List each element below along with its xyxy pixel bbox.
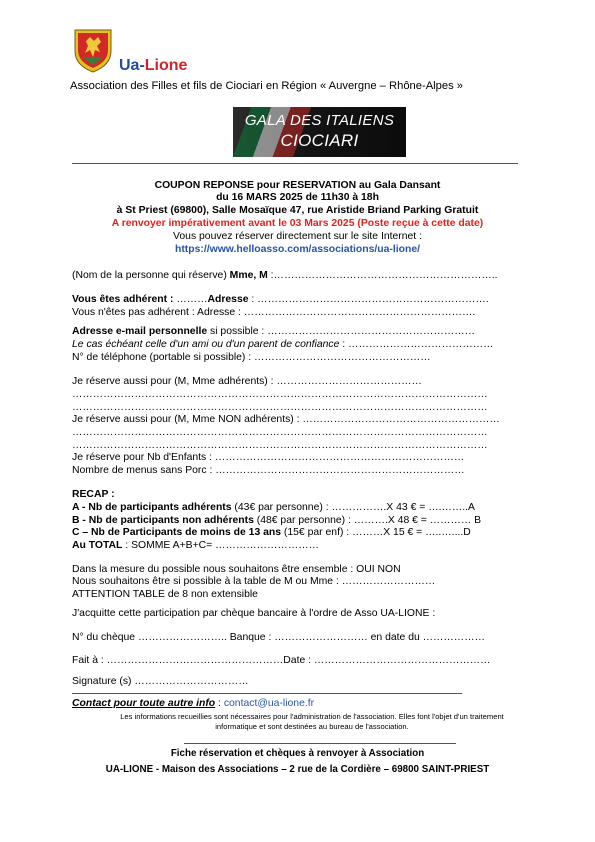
reserver-name-prefix: (Nom de la personne qui réserve) xyxy=(72,270,230,281)
coat-of-arms-logo xyxy=(72,27,114,73)
adherent-label: Vous êtes adhérent : xyxy=(72,294,174,305)
email-dots: si possible : …………………………………………………… xyxy=(207,326,476,337)
blank-line: ………………………………………………………………………………………………………… xyxy=(72,402,488,413)
brand-name xyxy=(119,57,187,75)
phone-field: N° de téléphone (portable si possible) : …………………………………………… xyxy=(72,352,431,363)
adherent-blank: ……… xyxy=(173,294,208,305)
recap-c-line xyxy=(72,526,471,539)
brand-name-part2: Lione xyxy=(144,57,188,74)
recap-c-label: C – Nb de Participants de moins de 13 ans xyxy=(72,527,282,538)
blank-line: ………………………………………………………………………………………………………… xyxy=(72,427,488,438)
online-booking-text: Vous pouvez réserver directement sur le site Internet : xyxy=(173,231,422,242)
adherent-address-label: Adresse xyxy=(207,294,249,305)
reserver-name-label: Mme, M xyxy=(229,270,268,281)
recap-b-calc: (48€ par personne) : ……….X 48 € = ………… B xyxy=(253,515,482,526)
non-adherent-address-field: Vous n'êtes pas adhérent : Adresse : …………………………………………………………. xyxy=(72,307,476,318)
contact-email-link[interactable]: contact@ua-lione.fr xyxy=(223,698,315,709)
contact-separator: : xyxy=(215,698,224,709)
table-size-notice: ATTENTION TABLE de 8 non extensible xyxy=(72,589,258,600)
recap-a-calc: (43€ par personne) : …………….X 43 € = ….……..A xyxy=(231,502,475,513)
blank-line: ………………………………………………………………………………………………………… xyxy=(72,389,488,400)
signature-field: Signature (s) …………………………… xyxy=(72,676,249,687)
event-date: du 16 MARS 2025 de 11h30 à 18h xyxy=(216,192,379,203)
event-location: à St Priest (69800), Salle Mosaïque 47, rue Aristide Briand Parking Gratuit xyxy=(116,205,479,216)
recap-total-calc: : SOMME A+B+C= ………………………… xyxy=(122,540,319,551)
email-field xyxy=(72,325,475,338)
footer-return-text: Fiche réservation et chèques à renvoyer à Association xyxy=(170,748,425,759)
trusted-contact-label: Le cas échéant celle d'un ami ou d'un parent de confiance xyxy=(72,339,340,350)
trusted-contact-dots: : …………………………………… xyxy=(339,339,494,350)
recap-total-label: Au TOTAL xyxy=(72,540,123,551)
banner-line2: CIOCIARI xyxy=(280,131,359,150)
gala-banner xyxy=(233,107,406,157)
contact-label: Contact pour toute autre info xyxy=(72,698,216,709)
divider-contact xyxy=(72,693,462,694)
trusted-contact-field xyxy=(72,338,494,351)
no-pork-menus-field: Nombre de menus sans Porc : ……………………………………………………………… xyxy=(72,465,465,476)
association-name: Association des Filles et fils de Ciociari en Région « Auvergne – Rhône-Alpes » xyxy=(70,80,464,92)
contact-line xyxy=(72,698,314,709)
cheque-details-field: N° du chèque …………………….. Banque : ……………………… en date du ……………… xyxy=(72,632,485,643)
divider-top xyxy=(72,163,518,164)
privacy-notice-line2: informatique et sont destinées au bureau de l'association. xyxy=(215,722,409,731)
reserve-non-adherents-field: Je réserve aussi pour (M, Mme NON adhérents) : ………………………………………………… xyxy=(72,414,500,425)
recap-b-label: B - Nb de participants non adhérents xyxy=(72,515,254,526)
place-date-field: Fait à : ……………………………………………Date : …………………………………………… xyxy=(72,655,491,666)
children-count-field: Je réserve pour Nb d'Enfants : ……………………………………………………………… xyxy=(72,452,465,463)
adherent-address-field xyxy=(72,293,489,306)
divider-footer xyxy=(184,743,456,744)
helloasso-link[interactable]: https://www.helloasso.com/associations/ua-lione/ xyxy=(175,244,420,255)
deadline-notice: A renvoyer impérativement avant le 03 Mars 2025 (Poste reçue à cette date) xyxy=(111,218,484,229)
table-preference-field: Nous souhaitons être si possible à la table de M ou Mme : ……………………… xyxy=(72,576,436,587)
coupon-title: COUPON REPONSE pour RESERVATION au Gala Dansant xyxy=(154,180,441,191)
recap-a-line xyxy=(72,501,475,514)
adherent-address-dots: : …………………………………………………………. xyxy=(248,294,489,305)
email-label: Adresse e-mail personnelle xyxy=(72,326,208,337)
seat-together-option: Dans la mesure du possible nous souhaitons être ensemble : OUI NON xyxy=(72,564,401,575)
banner-line1: GALA DES ITALIENS xyxy=(244,112,395,129)
payment-instruction: J'acquitte cette participation par chèque bancaire à l'ordre de Asso UA-LIONE : xyxy=(72,608,436,619)
reserver-name-field xyxy=(72,269,498,282)
blank-line: ………………………………………………………………………………………………………… xyxy=(72,440,488,451)
recap-a-label: A - Nb de participants adhérents xyxy=(72,502,232,513)
reserve-adherents-field: Je réserve aussi pour (M, Mme adhérents) : …………………………………… xyxy=(72,376,422,387)
brand-name-part1: Ua- xyxy=(119,57,145,74)
recap-heading: RECAP : xyxy=(72,489,115,500)
recap-c-calc: (15€ par enf) : ………X 15 € = …..…....D xyxy=(281,527,471,538)
reserver-name-dots: :……………………………………………………….. xyxy=(267,270,498,281)
privacy-notice-line1: Les informations recueillies sont nécessaires pour l'administration de l'association. Elles font l'objet d'un traitement xyxy=(120,712,504,721)
footer-address: UA-LIONE - Maison des Associations – 2 rue de la Cordière – 69800 SAINT-PRIEST xyxy=(105,764,490,775)
recap-total-line xyxy=(72,539,319,552)
